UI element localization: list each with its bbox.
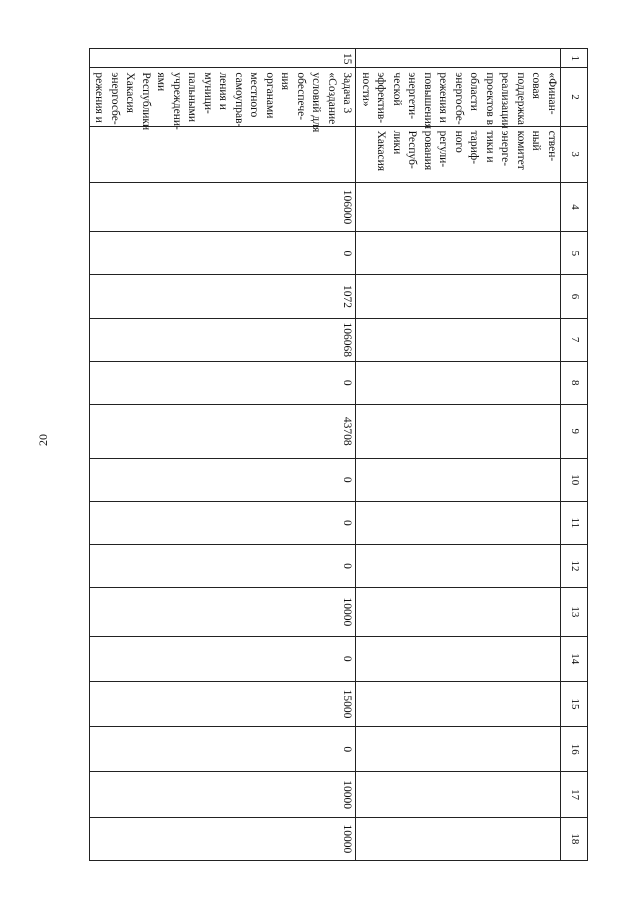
value-cell: 0 [90, 501, 357, 544]
value-cell [356, 588, 561, 637]
col-number: 14 [561, 636, 588, 681]
value-cell [356, 275, 561, 318]
value-cell [356, 361, 561, 404]
col-number: 8 [561, 361, 588, 404]
col-number: 7 [561, 318, 588, 361]
value-cell [356, 458, 561, 501]
col-number: 13 [561, 588, 588, 637]
activity-name-cell: «Финан- совая поддержка реализации проектов в области энергосбе- режения и повышения энергети- ческой эффектив- ности» [356, 68, 561, 126]
value-cell: 15000 [90, 681, 357, 726]
row-index-cell: 15 [90, 49, 357, 68]
value-cell: 0 [90, 636, 357, 681]
col-number: 6 [561, 275, 588, 318]
row-index-cell [356, 49, 561, 68]
col-number: 5 [561, 232, 588, 275]
value-cell [356, 544, 561, 587]
value-cell: 43708 [90, 404, 357, 458]
responsible-cell: ствен- ный комитет энерге- тики и тариф- ного регули- рования Респуб- лики Хакасия [356, 126, 561, 182]
value-cell: 0 [90, 361, 357, 404]
budget-table [89, 48, 588, 861]
table-row [356, 49, 561, 861]
value-cell [356, 817, 561, 860]
value-cell [356, 182, 561, 232]
page-number: 20 [36, 434, 50, 446]
value-cell [356, 636, 561, 681]
value-cell [356, 727, 561, 772]
task-name-cell: Задача 3 «Создание условий для обеспече- ния органами местного самоупрaв- ления и муници- пальными учреждени- ями Республики Хакасия энергосбе- режения и [90, 68, 357, 126]
col-number: 4 [561, 182, 588, 232]
responsible-cell [90, 126, 357, 182]
rotated-table-container [93, 48, 588, 861]
col-number: 2 [561, 68, 588, 126]
col-number: 15 [561, 681, 588, 726]
col-number: 3 [561, 126, 588, 182]
value-cell [356, 681, 561, 726]
value-cell [356, 772, 561, 817]
value-cell: 0 [90, 458, 357, 501]
value-cell: 106000 [90, 182, 357, 232]
value-cell: 0 [90, 544, 357, 587]
value-cell: 10000 [90, 817, 357, 860]
value-cell [356, 404, 561, 458]
col-number: 1 [561, 49, 588, 68]
value-cell [356, 501, 561, 544]
value-cell: 106068 [90, 318, 357, 361]
col-number: 9 [561, 404, 588, 458]
value-cell: 0 [90, 727, 357, 772]
table-row [90, 49, 357, 861]
value-cell: 0 [90, 232, 357, 275]
col-number: 18 [561, 817, 588, 860]
col-number: 10 [561, 458, 588, 501]
col-number: 16 [561, 727, 588, 772]
value-cell: 10000 [90, 772, 357, 817]
value-cell: 10000 [90, 588, 357, 637]
col-number: 11 [561, 501, 588, 544]
value-cell [356, 232, 561, 275]
column-number-row [561, 49, 588, 861]
value-cell [356, 318, 561, 361]
col-number: 12 [561, 544, 588, 587]
value-cell: 1072 [90, 275, 357, 318]
col-number: 17 [561, 772, 588, 817]
